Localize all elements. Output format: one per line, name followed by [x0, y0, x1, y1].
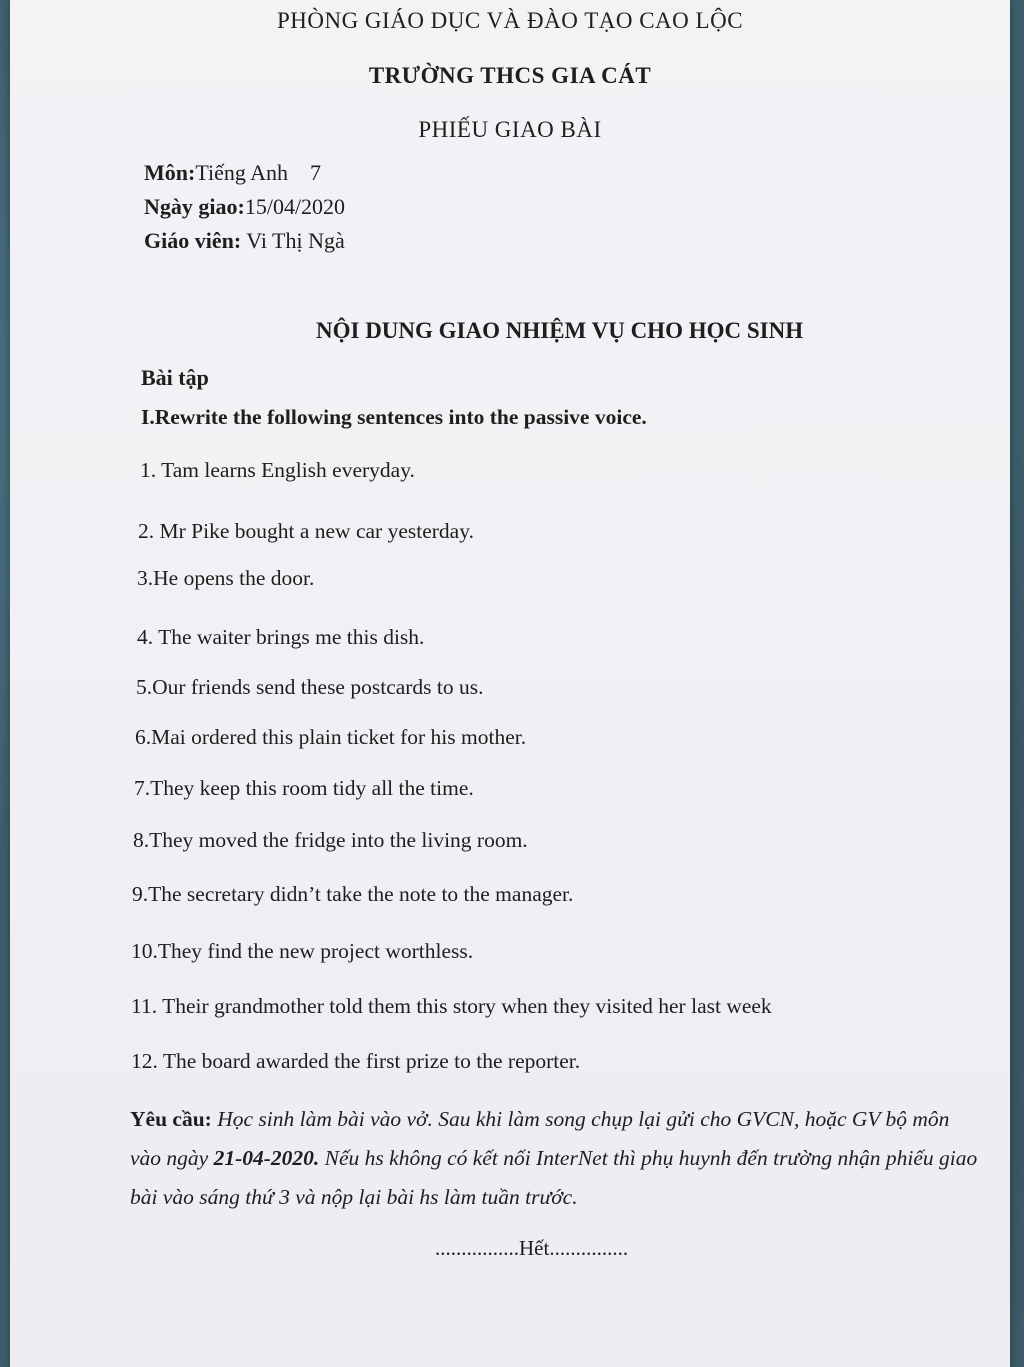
- question-11: 11. Their grandmother told them this story when they visited her last week: [131, 994, 772, 1018]
- teacher-label: Giáo viên:: [144, 228, 242, 253]
- document-title: PHIẾU GIAO BÀI: [418, 117, 602, 142]
- task-heading: NỘI DUNG GIAO NHIỆM VỤ CHO HỌC SINH: [316, 318, 804, 343]
- subject-line: [144, 160, 321, 186]
- subject-label: Môn:: [144, 160, 196, 185]
- school-name: TRƯỜNG THCS GIA CÁT: [368, 63, 652, 88]
- end-marker: ................Hết...............: [435, 1236, 629, 1260]
- requirement-paragraph: [130, 1100, 980, 1217]
- instruction: I.Rewrite the following sentences into the passive voice.: [141, 405, 647, 429]
- question-3: 3.He opens the door.: [137, 566, 315, 590]
- teacher-line: [144, 228, 345, 254]
- question-7: 7.They keep this room tidy all the time.: [134, 776, 474, 800]
- question-9: 9.The secretary didn’t take the note to the manager.: [132, 882, 574, 906]
- question-8: 8.They moved the fridge into the living room.: [133, 828, 528, 852]
- question-12: 12. The board awarded the first prize to the reporter.: [131, 1049, 581, 1073]
- date-label: Ngày giao:: [144, 194, 245, 219]
- question-4: 4. The waiter brings me this dish.: [137, 625, 425, 649]
- subject-value: Tiếng Anh 7: [195, 160, 322, 185]
- question-2: 2. Mr Pike bought a new car yesterday.: [138, 519, 474, 543]
- requirement-text-2: Nếu hs không có kết nối InterNet thì phụ huynh đến trường nhận phiếu giao bài vào sáng thứ 3 và nộp lại bài hs làm tuần trước.: [130, 1146, 978, 1209]
- date-value: 15/04/2020: [244, 194, 346, 219]
- date-line: [144, 194, 345, 220]
- question-10: 10.They find the new project worthless.: [131, 939, 474, 963]
- requirement-deadline: 21-04-2020.: [213, 1146, 320, 1170]
- exercise-label: Bài tập: [141, 365, 209, 390]
- requirement-text-1: Học sinh làm bài vào vở. Sau khi làm song chụp lại gửi cho GVCN, hoặc GV bộ môn vào ngày: [130, 1107, 950, 1170]
- worksheet-paper: [10, 0, 1010, 1367]
- question-6: 6.Mai ordered this plain ticket for his mother.: [135, 725, 527, 749]
- department-title: PHÒNG GIÁO DỤC VÀ ĐÀO TẠO CAO LỘC: [276, 8, 744, 33]
- question-1: 1. Tam learns English everyday.: [140, 458, 415, 482]
- requirement-label: Yêu cầu:: [130, 1107, 212, 1131]
- teacher-value: Vi Thị Ngà: [241, 228, 345, 253]
- question-5: 5.Our friends send these postcards to us.: [136, 675, 484, 699]
